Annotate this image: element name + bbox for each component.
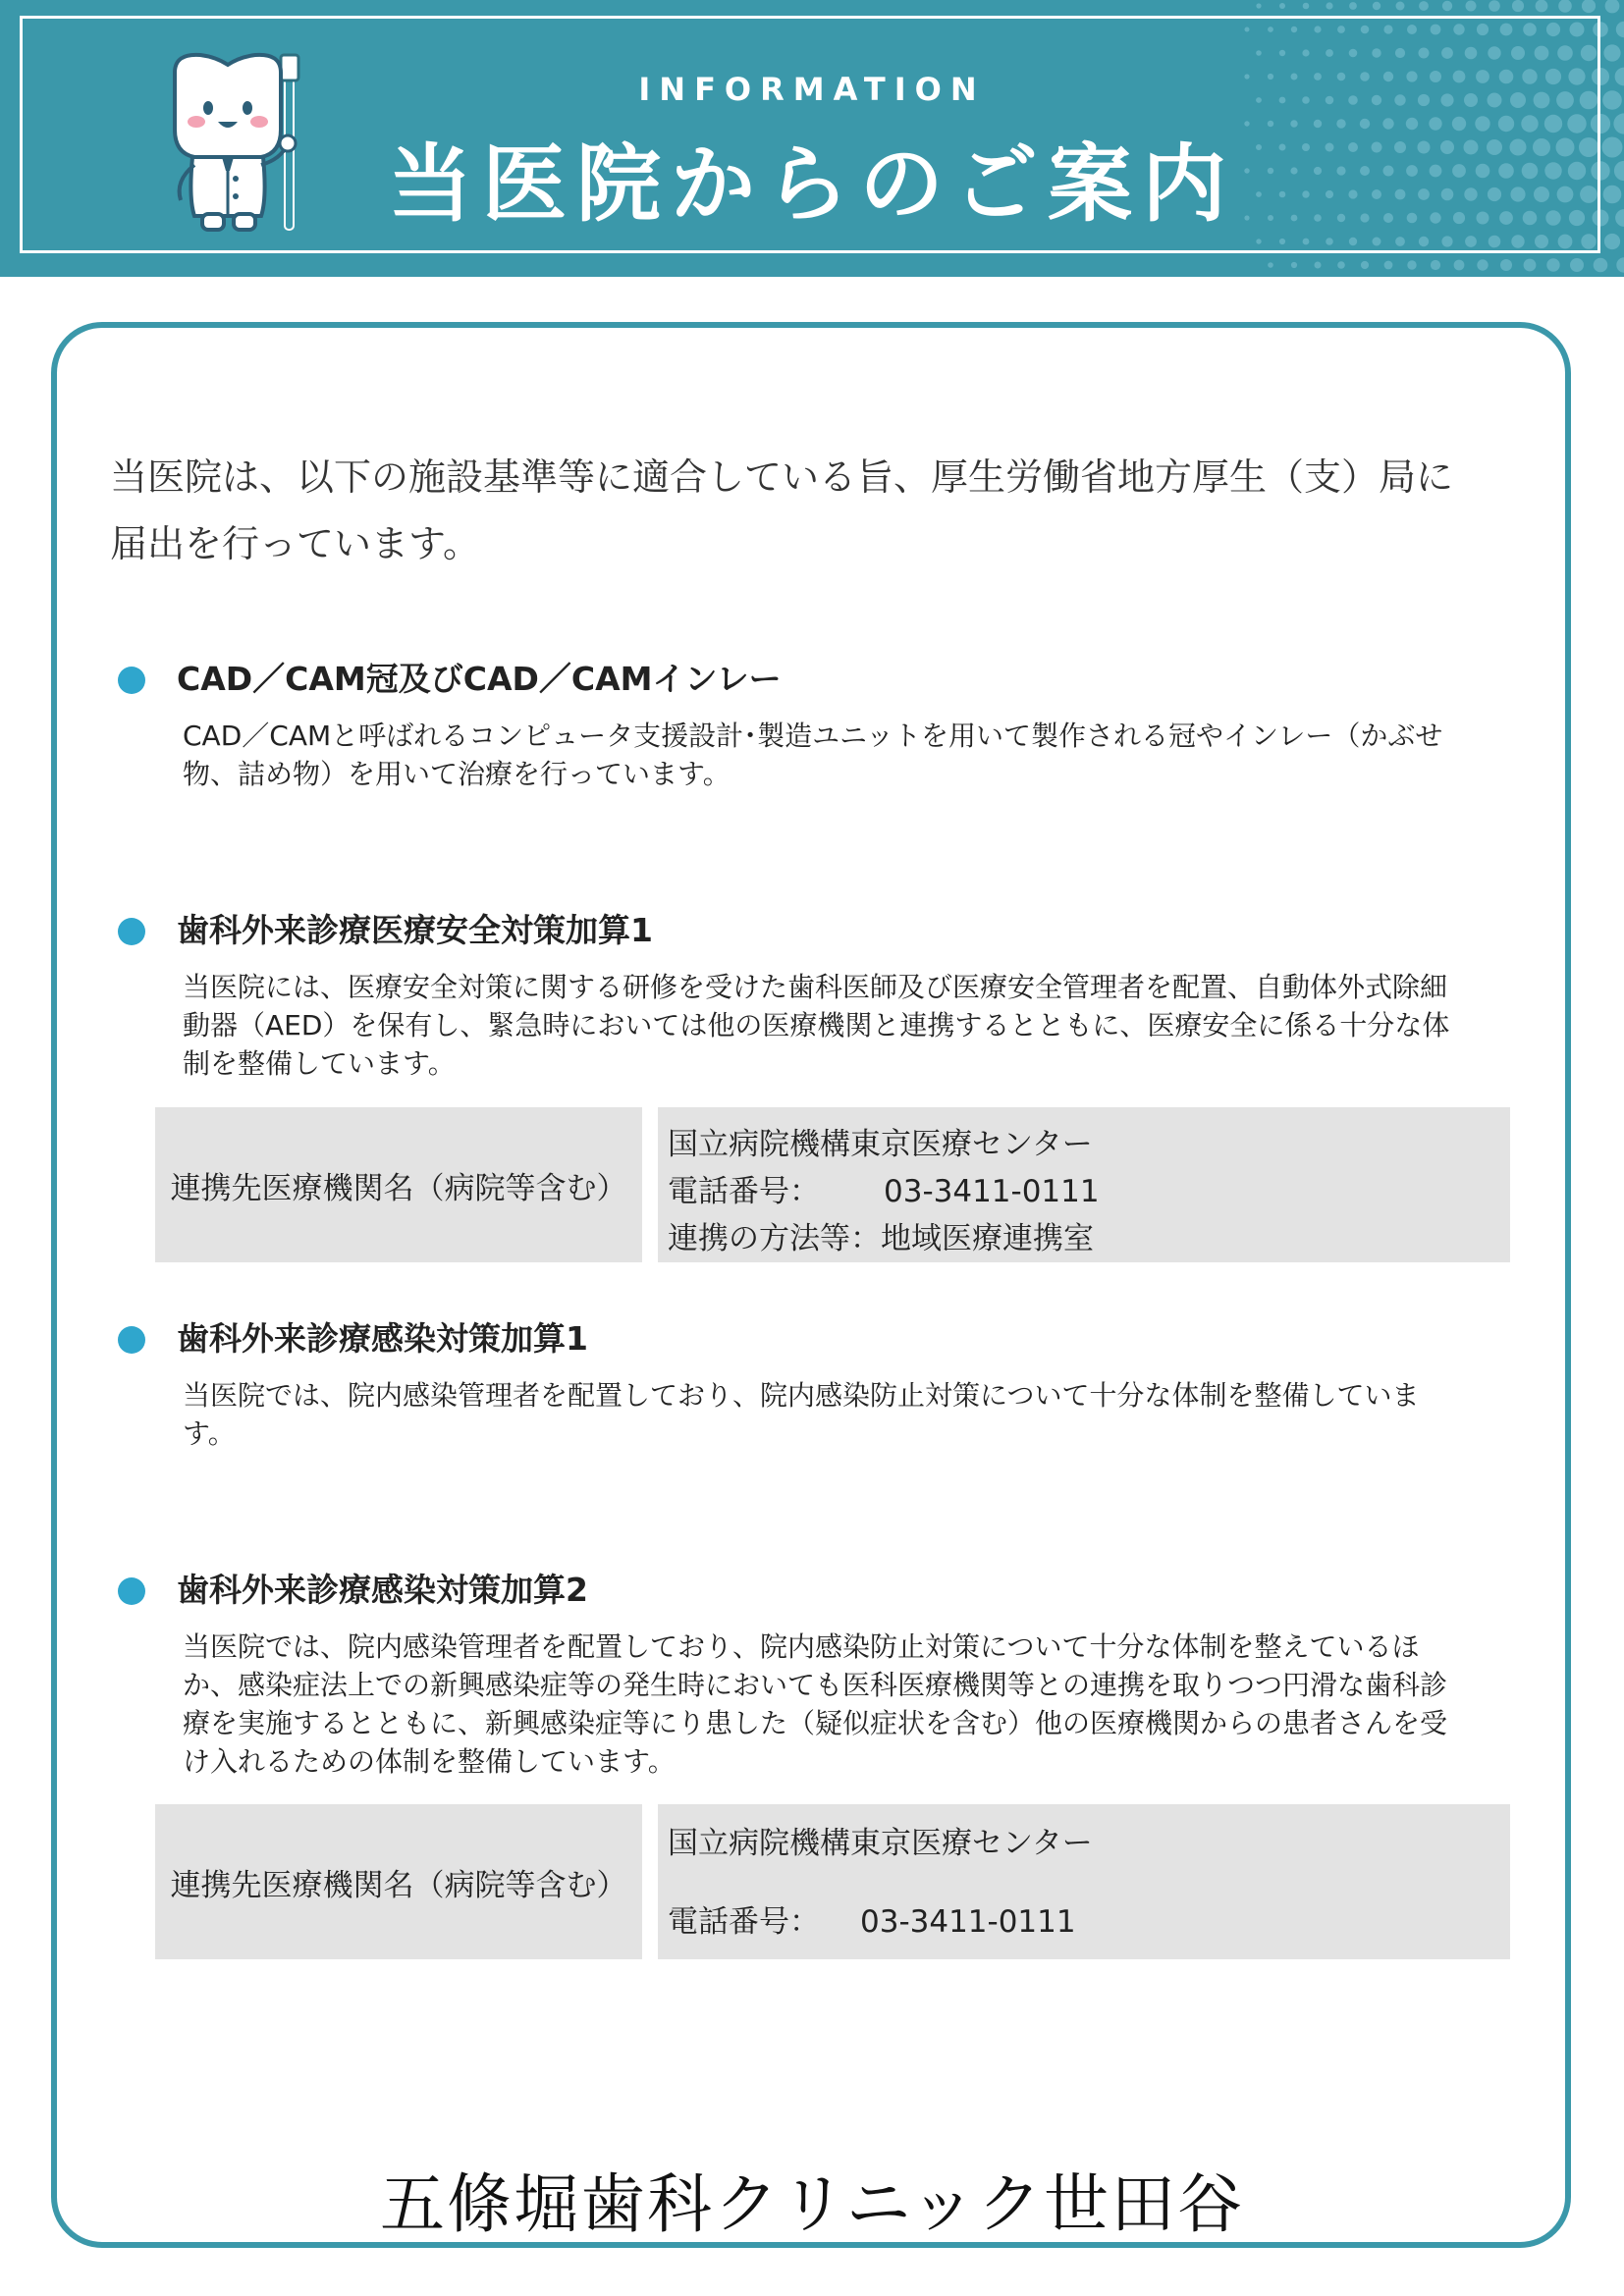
table-label-cell: 連携先医療機関名（病院等含む） [155,1107,642,1262]
section-medical-safety [116,907,1510,1083]
table-label-cell: 連携先医療機関名（病院等含む） [155,1804,642,1959]
decor-dot [1337,261,1345,269]
phone-row [668,1896,1076,1941]
section-title: 歯科外来診療感染対策加算1 [177,1319,588,1358]
decor-dot [1291,262,1297,268]
decor-dot [1361,261,1369,269]
hospital-name: 国立病院機構東京医療センター [668,1127,1093,1162]
section-title: 歯科外来診療医療安全対策加算1 [177,911,653,949]
table-value-cell [658,1107,1510,1262]
decor-dot [1489,0,1500,12]
partner-hospital-table-2 [155,1804,1510,1959]
phone-number: 03-3411-0111 [884,1174,1100,1209]
phone-row [668,1166,1100,1210]
decor-dot [1536,0,1548,12]
decor-dot [1431,260,1440,270]
section-body: CAD／CAMと呼ばれるコンピュータ支援設計･製造ユニットを用いて製作される冠やインレー（かぶせ物、詰め物）を用いて治療を行っています。 [183,720,1443,790]
decor-dot [1384,261,1393,270]
section-body: 当医院には、医療安全対策に関する研修を受けた歯科医師及び医療安全管理者を配置、自動体外式除細動器（AED）を保有し、緊急時においては他の医療機関と連携するとともに、医療安全に係る十分な体制を整備しています。 [183,971,1450,1080]
header-banner [0,0,1624,277]
decor-dot [1326,2,1332,9]
decor-dot [1605,0,1620,13]
decor-dot [1419,1,1429,11]
decor-dot [1570,258,1584,272]
decor-dot [1349,2,1357,10]
decor-dot [1477,259,1488,270]
decor-dot [1616,257,1624,272]
decor-dot [1616,22,1624,37]
decor-dot [1268,262,1273,268]
section-infection-control-2 [116,1567,1510,1781]
decor-dot [1407,260,1416,269]
section-body: 当医院では、院内感染管理者を配置しており、院内感染防止対策について十分な体制を整えているほか、感染症法上での新興感染症等の発生時においても医科医療機関等との連携を取りつつ円滑な歯科診療を実施するとともに、新興感染症等にり患した（疑似症状を含む）他の医療機関からの患者さんを受け入れるための体制を整備しています。 [183,1630,1448,1778]
bullet-icon [118,667,145,694]
decor-dot [1373,2,1380,10]
method-value: 地域医療連携室 [881,1221,1094,1256]
table-value-cell [658,1804,1510,1959]
phone-number: 03-3411-0111 [860,1904,1076,1940]
clinic-name: 五條堀歯科クリニック世田谷 [379,2166,1245,2242]
decor-dot [1454,260,1465,271]
intro-line-1: 当医院は、以下の施設基準等に適合している旨、厚生労働省地方厚生（支）局に [110,455,1454,499]
decor-dot [1279,3,1285,9]
decor-dot [1442,1,1452,11]
decor-dot [1315,262,1322,269]
intro-line-2: 届出を行っています。 [110,522,480,565]
bullet-icon [118,1577,145,1605]
decor-dot [1603,44,1620,61]
section-title: CAD／CAM冠及びCAD／CAMインレー [177,660,782,698]
section-body: 当医院では、院内感染管理者を配置しており、院内感染防止対策について十分な体制を整備しています。 [183,1379,1420,1450]
bullet-icon [118,918,145,945]
decor-dot [1582,0,1596,13]
decor-dot [1303,3,1310,10]
phone-label: 電話番号： [668,1904,820,1940]
method-row [668,1213,1094,1257]
decor-dot [1256,3,1261,8]
page-title: 当医院からのご案内 [388,135,1236,234]
section-cad-cam [116,656,1510,793]
decor-dot [1512,0,1524,12]
phone-label: 電話番号： [668,1174,820,1209]
section-infection-control-1 [116,1315,1510,1453]
decor-dot [1546,258,1559,271]
decor-dot [1500,259,1512,271]
decor-dot [1466,1,1477,12]
decor-dot [1396,2,1405,11]
method-label: 連携の方法等： [668,1221,881,1256]
header-subtitle: INFORMATION [638,71,986,108]
decor-dot [1558,0,1572,13]
hospital-name: 国立病院機構東京医療センター [668,1826,1093,1861]
decor-dot [1594,258,1608,273]
decor-dot [1524,259,1537,272]
partner-hospital-table-1 [155,1107,1510,1262]
section-title: 歯科外来診療感染対策加算2 [177,1571,588,1609]
bullet-icon [118,1326,145,1354]
intro-paragraph [110,444,1504,577]
